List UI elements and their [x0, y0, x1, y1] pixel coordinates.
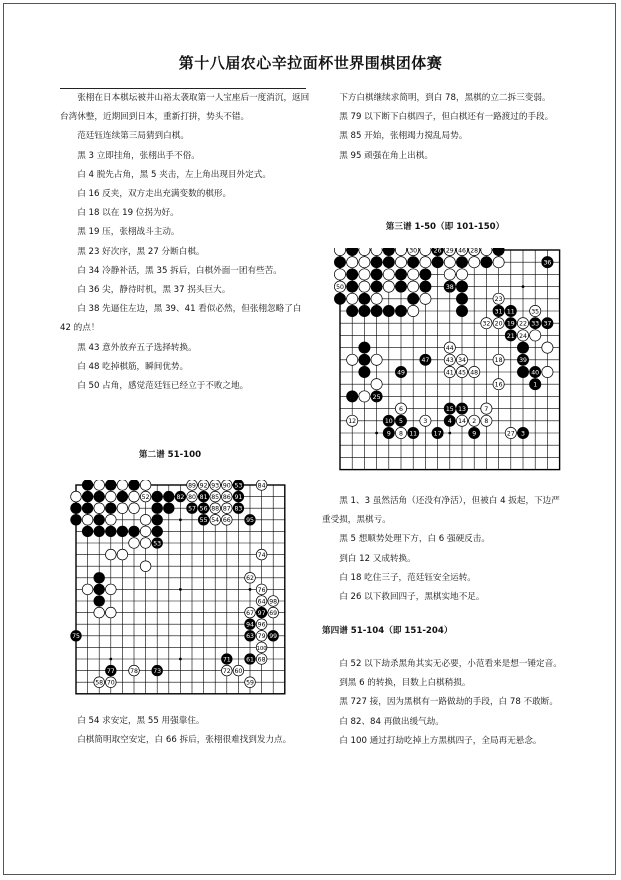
- white-stone: [530, 330, 541, 341]
- black-stone: [359, 366, 370, 377]
- paragraph: 张栩在日本棋坛被井山裕太袭取第一人宝座后一度消沉，返回台湾休整，近期回到日本，重新打拼，势头不错。: [60, 93, 310, 123]
- move-number: 9: [386, 430, 391, 438]
- black-stone: [94, 596, 105, 607]
- white-stone: [371, 354, 382, 365]
- move-number: 93: [211, 482, 220, 490]
- star-point: [179, 658, 182, 661]
- black-stone: [395, 269, 406, 280]
- move-number: 11: [409, 430, 418, 438]
- move-number: 14: [458, 418, 466, 426]
- paragraph: 黑 5 想顺势处理下方，白 6 强硬反击。: [339, 534, 490, 545]
- black-stone: [347, 281, 358, 292]
- white-stone: [359, 391, 370, 402]
- black-stone: [493, 248, 504, 256]
- white-stone: [542, 342, 553, 353]
- white-stone: [140, 538, 151, 549]
- paragraph: 黑 3 立即挂角，张栩出手不俗。: [77, 150, 200, 161]
- move-number: 46: [458, 248, 466, 255]
- move-number: 27: [506, 430, 515, 438]
- paragraph: 到黑 6 的转换，目数上白棋稍损。: [339, 678, 471, 689]
- move-number: 81: [199, 494, 208, 501]
- white-stone: [408, 305, 419, 316]
- move-number: 10: [384, 418, 393, 426]
- white-stone: [105, 607, 116, 618]
- black-stone: [82, 480, 93, 490]
- move-number: 20: [494, 320, 503, 328]
- move-number: 94: [246, 621, 254, 629]
- star-point: [179, 518, 182, 521]
- black-stone: [383, 305, 394, 316]
- white-stone: [140, 561, 151, 572]
- move-number: 34: [458, 357, 466, 365]
- move-number: 8: [399, 430, 403, 438]
- black-stone: [163, 503, 174, 514]
- paragraph: 下方白棋继续求简明，到白 78，黑棋的立二拆三变弱。: [339, 93, 551, 103]
- move-number: 89: [188, 482, 196, 490]
- white-stone: [94, 607, 105, 618]
- white-stone: [359, 281, 370, 292]
- move-number: 68: [257, 656, 266, 664]
- black-stone: [347, 305, 358, 316]
- column-right-top-text: [322, 89, 566, 166]
- move-number: 83: [234, 505, 243, 513]
- white-stone: [395, 248, 406, 256]
- black-stone: [152, 491, 163, 502]
- paragraph: 白 52 以下劫杀黑角其实无必要，小范看来是想一锤定音。: [339, 659, 562, 669]
- column-left-bottom-text: [60, 712, 310, 750]
- white-stone: [371, 379, 382, 390]
- black-stone: [371, 281, 382, 292]
- paragraph: 白 18 吃住三子，范廷钰安全运转。: [339, 572, 476, 583]
- white-stone: [129, 491, 140, 502]
- black-stone: [82, 526, 93, 537]
- move-number: 63: [246, 633, 254, 641]
- move-number: 97: [257, 610, 266, 617]
- move-number: 67: [246, 610, 254, 617]
- black-stone: [117, 491, 128, 502]
- star-point: [448, 432, 451, 435]
- black-stone: [71, 503, 82, 514]
- move-number: 16: [494, 381, 503, 389]
- black-stone: [347, 391, 358, 402]
- black-stone: [347, 248, 358, 256]
- black-stone: [334, 257, 345, 268]
- white-stone: [347, 354, 358, 365]
- diagram2-board: [70, 480, 286, 702]
- paragraph: 黑 95 顽强在角上出棋。: [339, 150, 433, 161]
- move-number: 37: [543, 320, 552, 328]
- white-stone: [359, 248, 370, 256]
- paragraph: 白 4 脱先占角，黑 5 夹击，左上角出现目外定式。: [77, 169, 271, 180]
- move-number: 3: [423, 418, 428, 426]
- paragraph: 白棋简明取空安定，白 66 拆后，张栩很难找到发力点。: [77, 735, 292, 746]
- white-stone: [444, 269, 455, 280]
- paragraph: 黑 85 开始，张栩竭力搅乱局势。: [339, 131, 468, 142]
- paragraph: 白 48 吃掉棋筋，瞬间优势。: [77, 361, 189, 372]
- star-point: [109, 658, 112, 661]
- paragraph: 白 50 占角，感觉范廷钰已经立于不败之地。: [77, 381, 249, 392]
- white-stone: [347, 293, 358, 304]
- white-stone: [117, 503, 128, 514]
- white-stone: [395, 257, 406, 268]
- black-stone: [517, 366, 528, 377]
- paragraph: 黑 19 压，张栩战斗主动。: [77, 227, 180, 238]
- move-number: 38: [445, 284, 454, 291]
- black-stone: [105, 480, 116, 490]
- paragraph: 白 26 以下救回四子，黑棋实地不足。: [339, 592, 485, 603]
- move-number: 59: [246, 679, 254, 687]
- black-stone: [395, 305, 406, 316]
- black-stone: [456, 305, 467, 316]
- move-number: 91: [234, 494, 243, 501]
- move-number: 80: [188, 494, 196, 501]
- move-number: 74: [257, 552, 266, 559]
- move-number: 70: [106, 679, 115, 687]
- move-number: 71: [222, 656, 231, 664]
- paragraph: 白 34 冷静补活，黑 35 拆后，白棋外面一团有些苦。: [77, 265, 282, 276]
- move-number: 4: [447, 418, 452, 426]
- move-number: 79: [257, 633, 266, 641]
- white-stone: [359, 257, 370, 268]
- move-number: 22: [519, 320, 527, 328]
- black-stone: [129, 526, 140, 537]
- move-number: 84: [257, 482, 266, 490]
- white-stone: [481, 248, 492, 256]
- move-number: 5: [399, 418, 403, 426]
- white-stone: [94, 503, 105, 514]
- white-stone: [456, 269, 467, 280]
- black-stone: [359, 293, 370, 304]
- black-stone: [371, 305, 382, 316]
- move-number: 62: [246, 575, 254, 583]
- white-stone: [82, 514, 93, 525]
- white-stone: [334, 269, 345, 280]
- move-number: 60: [234, 668, 243, 675]
- black-stone: [105, 526, 116, 537]
- move-number: 17: [433, 430, 442, 438]
- move-number: 12: [348, 418, 357, 426]
- diagram3-caption: 第三谱 1-50（即 101-150）: [385, 222, 505, 232]
- move-number: 43: [445, 357, 454, 365]
- black-stone: [71, 514, 82, 525]
- white-stone: [493, 257, 504, 268]
- white-stone: [140, 514, 151, 525]
- black-stone: [117, 526, 128, 537]
- move-number: 25: [372, 393, 381, 401]
- star-point: [249, 588, 252, 591]
- move-number: 30: [409, 248, 418, 255]
- page-title: 第十八届农心辛拉面杯世界围棋团体赛: [178, 54, 443, 72]
- white-stone: [408, 281, 419, 292]
- move-number: 64: [257, 598, 266, 606]
- move-number: 100: [256, 645, 267, 652]
- white-stone: [420, 248, 431, 256]
- white-stone: [105, 491, 116, 502]
- white-stone: [334, 248, 345, 256]
- black-stone: [456, 293, 467, 304]
- star-point: [375, 432, 378, 435]
- white-stone: [383, 281, 394, 292]
- black-stone: [163, 491, 174, 502]
- black-stone: [359, 342, 370, 353]
- white-stone: [129, 503, 140, 514]
- move-number: 8: [484, 418, 489, 426]
- white-stone: [408, 269, 419, 280]
- paragraph: 白 38 先逼住左边，黑 39、41 看似必然，但张栩忽略了白 42 的点！: [60, 304, 302, 334]
- white-stone: [117, 549, 128, 560]
- move-number: 88: [211, 505, 220, 513]
- move-number: 21: [506, 332, 515, 340]
- white-stone: [105, 549, 116, 560]
- white-stone: [105, 514, 116, 525]
- move-number: 53: [153, 540, 162, 548]
- black-stone: [383, 257, 394, 268]
- move-number: 19: [506, 320, 515, 328]
- white-stone: [105, 584, 116, 595]
- black-stone: [347, 269, 358, 280]
- black-stone: [371, 269, 382, 280]
- move-number: 9: [472, 430, 477, 438]
- move-number: 48: [470, 369, 479, 377]
- move-number: 26: [433, 248, 442, 255]
- move-number: 35: [531, 308, 540, 316]
- star-point: [179, 588, 182, 591]
- move-number: 73: [153, 668, 162, 675]
- white-stone: [71, 491, 82, 502]
- move-number: 76: [257, 586, 266, 594]
- black-stone: [456, 281, 467, 292]
- move-number: 40: [531, 369, 540, 377]
- move-number: 2: [472, 418, 477, 426]
- white-stone: [371, 248, 382, 256]
- black-stone: [94, 491, 105, 502]
- move-number: 77: [106, 668, 115, 675]
- white-stone: [347, 257, 358, 268]
- move-number: 11: [506, 308, 515, 316]
- black-stone: [432, 257, 443, 268]
- paragraph: 黑 23 好次序，黑 27 分断白棋。: [77, 246, 205, 257]
- white-stone: [420, 293, 431, 304]
- move-number: 99: [269, 633, 278, 641]
- paragraph: 黑 727 接，因为黑棋有一路做劫的手段，白 78 不敢断。: [339, 697, 558, 708]
- move-number: 82: [176, 494, 185, 501]
- move-number: 90: [222, 482, 231, 490]
- white-stone: [383, 269, 394, 280]
- paragraph: 白 54 求安定，黑 55 用强靠住。: [77, 716, 205, 726]
- paragraph: 到白 12 又成转换。: [339, 553, 416, 564]
- move-number: 15: [445, 406, 454, 413]
- black-stone: [82, 491, 93, 502]
- move-number: 33: [531, 320, 540, 328]
- move-number: 72: [222, 668, 231, 675]
- paragraph: 黑 1、3 虽然活角（还没有净活），但被白 4 扳起，下边严重受损，黑棋亏。: [322, 496, 560, 526]
- paragraph: 黑 79 以下断下白棋四子，但白棋还有一路渡过的手段。: [339, 112, 554, 123]
- white-stone: [117, 480, 128, 490]
- move-number: 52: [141, 494, 150, 501]
- paragraph: 范廷钰连续第三局猜到白棋。: [77, 131, 189, 142]
- move-number: 54: [211, 517, 220, 525]
- paragraph: 白 100 通过打劫吃掉上方黑棋四子，全局再无悬念。: [339, 735, 542, 746]
- black-stone: [517, 342, 528, 353]
- black-stone: [152, 526, 163, 537]
- black-stone: [420, 281, 431, 292]
- move-number: 53: [234, 482, 243, 490]
- paragraph: 白 82、84 再做出缓气劫。: [339, 716, 444, 727]
- black-stone: [359, 354, 370, 365]
- black-stone: [105, 503, 116, 514]
- move-number: 7: [484, 406, 489, 413]
- white-stone: [129, 538, 140, 549]
- white-stone: [140, 480, 151, 490]
- move-number: 86: [222, 494, 231, 501]
- black-stone: [94, 514, 105, 525]
- black-stone: [420, 269, 431, 280]
- move-number: 58: [95, 679, 104, 687]
- move-number: 39: [519, 357, 527, 365]
- black-stone: [334, 293, 345, 304]
- move-number: 49: [397, 369, 405, 377]
- white-stone: [94, 480, 105, 490]
- move-number: 56: [199, 505, 208, 513]
- move-number: 92: [199, 482, 208, 490]
- star-point: [522, 285, 525, 288]
- black-stone: [94, 572, 105, 583]
- move-number: 78: [130, 668, 138, 675]
- black-stone: [152, 503, 163, 514]
- diagram4-caption: 第四谱 51-104（即 151-204）: [322, 626, 453, 636]
- diagram2-caption: 第二谱 51-100: [138, 450, 202, 460]
- move-number: 87: [222, 505, 231, 513]
- move-number: 36: [543, 259, 552, 267]
- move-number: 3: [521, 430, 525, 438]
- black-stone: [408, 293, 419, 304]
- column-right-bottom-text: [322, 655, 566, 751]
- black-stone: [383, 248, 394, 256]
- paragraph: 白 16 反夹，双方走出充满变数的棋形。: [77, 189, 232, 200]
- diagram3-board: [332, 248, 568, 472]
- move-number: 69: [269, 610, 278, 617]
- move-number: 1: [533, 381, 538, 389]
- black-stone: [129, 480, 140, 490]
- black-stone: [359, 305, 370, 316]
- black-stone: [94, 526, 105, 537]
- move-number: 47: [421, 357, 430, 365]
- move-number: 29: [445, 248, 454, 255]
- white-stone: [359, 269, 370, 280]
- move-number: 41: [445, 369, 454, 377]
- paragraph: 白 18 以在 19 位拐为好。: [77, 208, 179, 219]
- black-stone: [152, 514, 163, 525]
- move-number: 57: [188, 505, 196, 513]
- black-stone: [456, 257, 467, 268]
- column-left-text: [60, 89, 310, 396]
- black-stone: [395, 281, 406, 292]
- white-stone: [542, 366, 553, 377]
- move-number: 13: [458, 406, 466, 413]
- move-number: 6: [399, 406, 403, 413]
- white-stone: [140, 526, 151, 537]
- move-number: 28: [470, 248, 479, 255]
- white-stone: [82, 584, 93, 595]
- move-number: 55: [199, 517, 208, 525]
- white-stone: [371, 293, 382, 304]
- move-number: 31: [494, 308, 503, 316]
- move-number: 96: [257, 621, 266, 629]
- move-number: 44: [445, 345, 454, 352]
- move-number: 23: [494, 296, 503, 304]
- move-number: 66: [222, 517, 231, 525]
- move-number: 75: [72, 633, 80, 641]
- black-stone: [82, 503, 93, 514]
- move-number: 32: [482, 320, 491, 328]
- black-stone: [94, 584, 105, 595]
- move-number: 98: [269, 598, 278, 606]
- move-number: 18: [494, 357, 503, 365]
- move-number: 50: [336, 284, 344, 291]
- move-number: 61: [246, 656, 254, 664]
- column-right-mid-text: [322, 492, 566, 607]
- paragraph: 黑 43 意外放弃五子选择转换。: [77, 342, 197, 353]
- move-number: 95: [246, 517, 254, 525]
- black-stone: [408, 257, 419, 268]
- black-stone: [371, 257, 382, 268]
- white-stone: [469, 257, 480, 268]
- black-stone: [481, 257, 492, 268]
- move-number: 45: [458, 369, 466, 377]
- move-number: 85: [211, 494, 220, 501]
- paragraph: 白 36 尖，静待时机，黑 37 拐头巨大。: [77, 285, 231, 296]
- move-number: 24: [519, 332, 527, 340]
- white-stone: [420, 257, 431, 268]
- white-stone: [444, 257, 455, 268]
